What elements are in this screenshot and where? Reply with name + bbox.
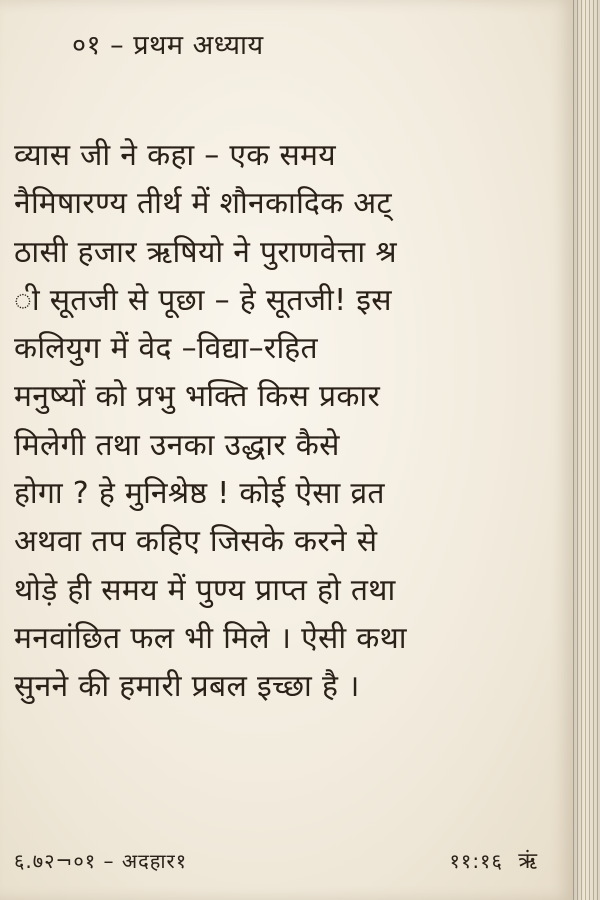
text-line: नैमिषारण्य तीर्थ में शौनकादिक अट् xyxy=(14,186,392,222)
text-line: ी सूतजी से पूछा – हे सूतजी! इस xyxy=(14,282,392,318)
text-line: सुनने की हमारी प्रबल इच्छा है । xyxy=(14,669,360,705)
indicator-icon: ऋं xyxy=(518,849,538,874)
text-line: व्यास जी ने कहा – एक समय xyxy=(14,138,336,173)
text-line: मनवांछित फल भी मिले । ऐसी कथा xyxy=(14,620,407,656)
reading-position: ६.७२¬०१ – अदहार१ xyxy=(14,849,188,873)
text-line: अथवा तप कहिए जिसके करने से xyxy=(14,524,378,560)
page-edges[interactable] xyxy=(573,0,600,900)
text-line: मिलेगी तथा उनका उद्धार कैसे xyxy=(14,427,340,463)
text-line: मनुष्यों को प्रभु भक्ति किस प्रकार xyxy=(14,379,381,415)
text-line: थोड़े ही समय में पुण्य प्राप्त हो तथा xyxy=(14,572,396,608)
status-area xyxy=(450,846,538,877)
text-line: कलियुग में वेद –विद्या–रहित xyxy=(14,331,318,367)
chapter-title: ०१ – प्रथम अध्याय xyxy=(72,30,264,61)
text-line: ठासी हजार ऋषियो ने पुराणवेत्ता श्र xyxy=(14,234,397,270)
chapter-text xyxy=(14,132,566,712)
text-line: होगा ? हे मुनिश्रेष्ठ ! कोई ऐसा व्रत xyxy=(14,476,385,512)
clock-time: ११:१६ xyxy=(449,849,503,873)
